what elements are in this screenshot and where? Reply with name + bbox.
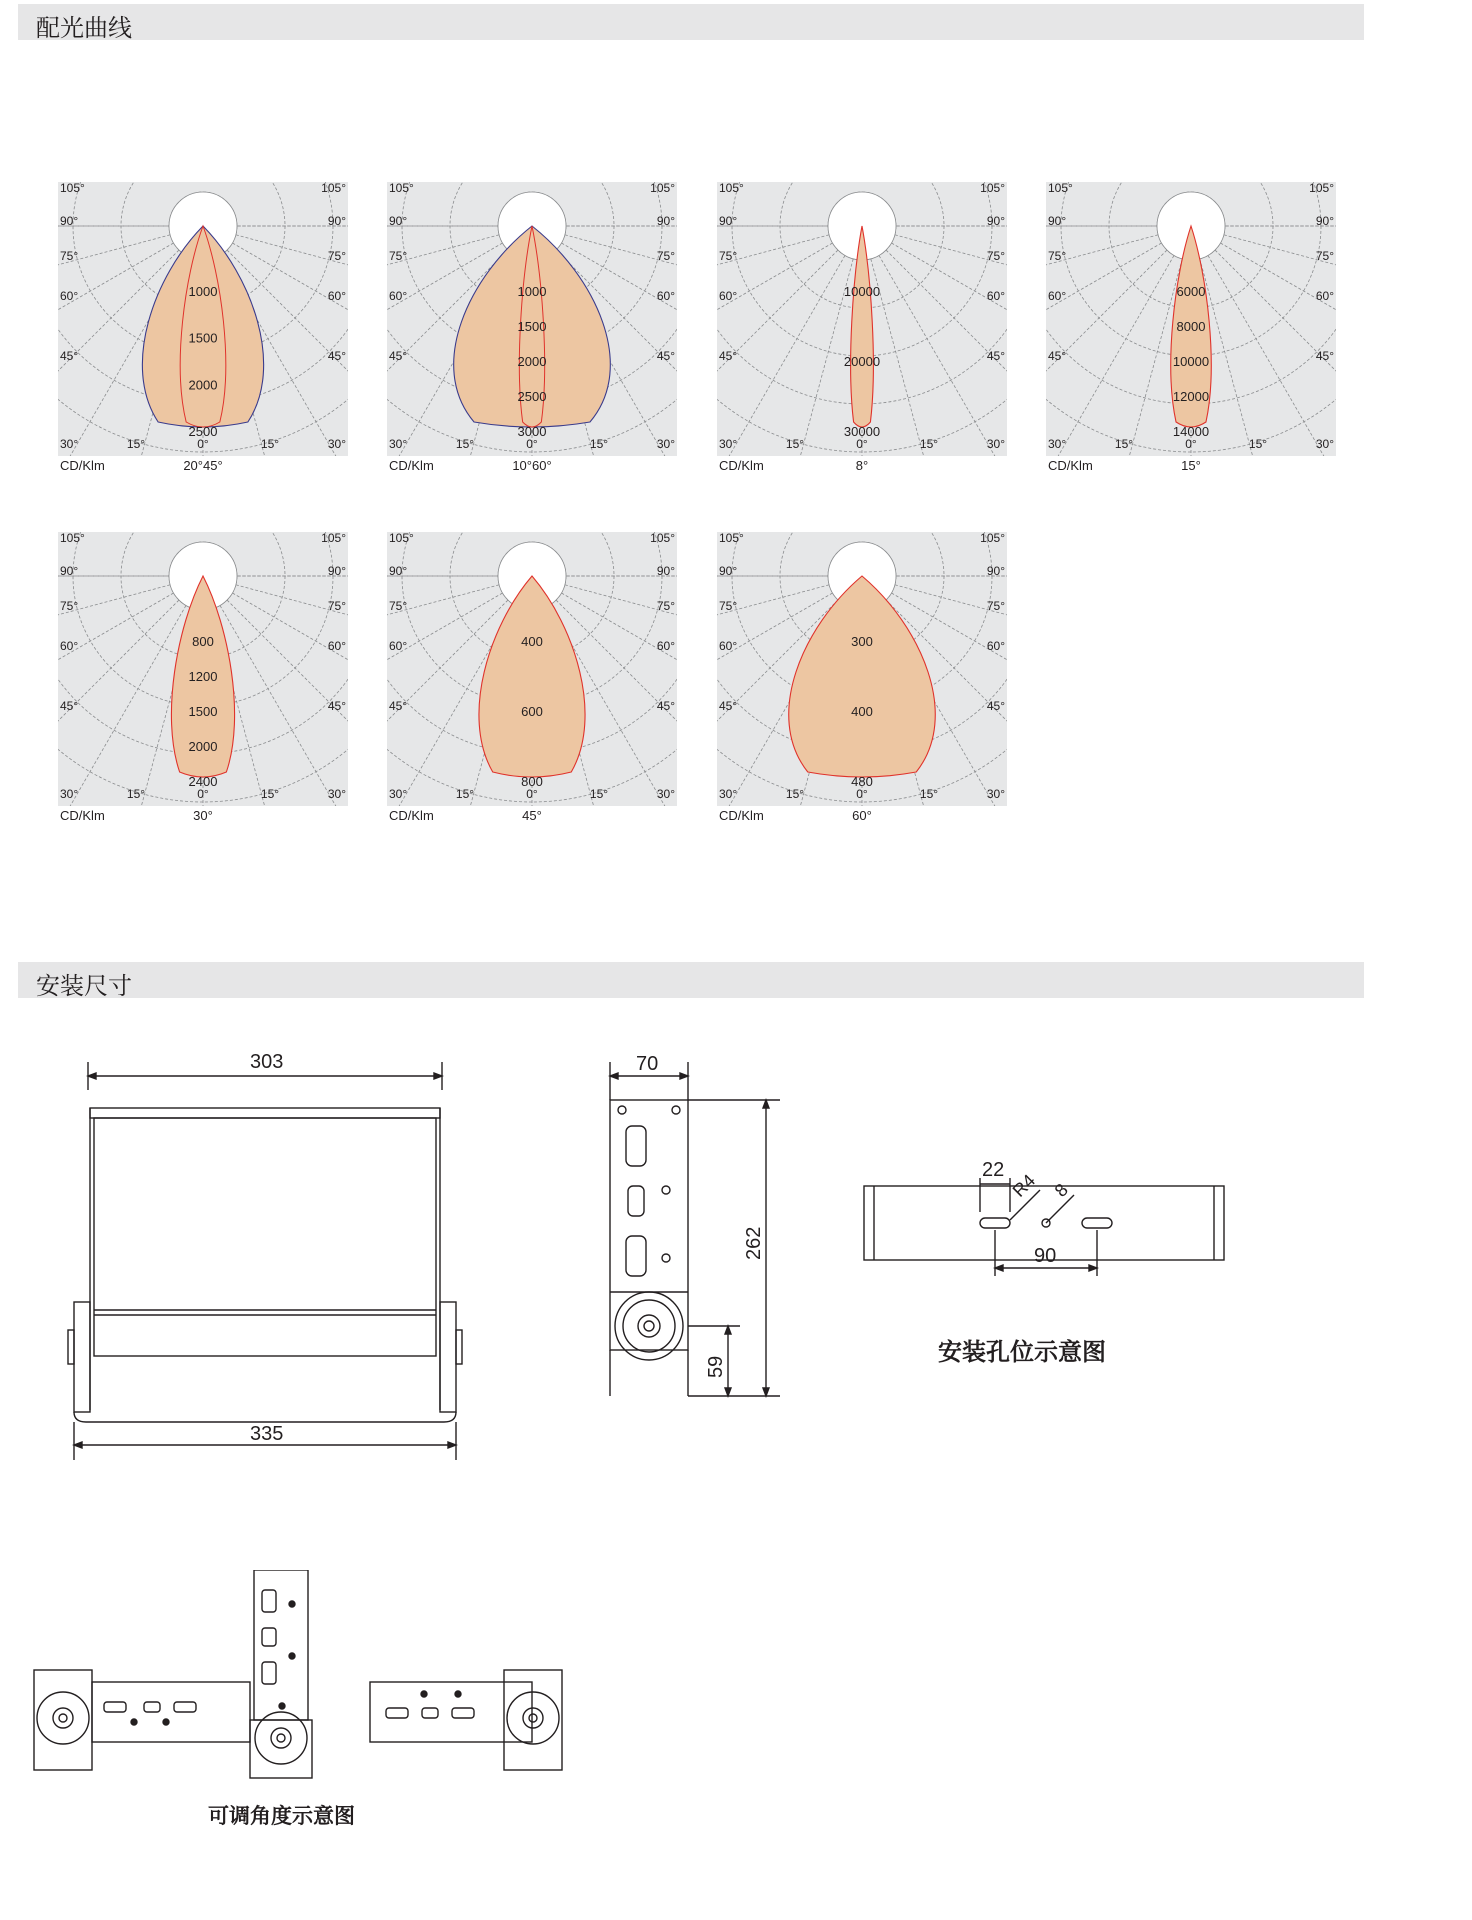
angle-label: 60° — [719, 639, 738, 653]
polar-chart-4 — [1046, 182, 1346, 482]
angle-label: 0° — [526, 787, 538, 801]
hole-radius-label: R4 — [1008, 1170, 1040, 1201]
angle-label: 90° — [986, 214, 1005, 228]
angle-label: 60° — [389, 639, 408, 653]
angle-label: 75° — [327, 249, 346, 263]
angle-label: 45° — [656, 699, 675, 713]
angle-label: 45° — [719, 349, 738, 363]
angle-label: 15° — [919, 437, 939, 451]
angle-label: 15° — [1248, 437, 1268, 451]
section-title-install: 安装尺寸 — [36, 972, 132, 1000]
angle-label: 15° — [455, 787, 475, 801]
intensity-value-label: 14000 — [1172, 424, 1210, 439]
angle-label: 75° — [656, 249, 675, 263]
intensity-value-label: 800 — [192, 634, 214, 649]
intensity-value-label: 30000 — [843, 424, 881, 439]
angle-label: 15° — [126, 787, 146, 801]
angle-label: 105° — [980, 532, 1005, 545]
angle-label: 45° — [1315, 349, 1334, 363]
side-width-label: 70 — [636, 1053, 659, 1075]
angle-label: 90° — [327, 214, 346, 228]
angle-label: 30° — [327, 437, 346, 451]
angle-label: 45° — [327, 349, 346, 363]
angle-label: 0° — [856, 437, 868, 451]
intensity-value-label: 1500 — [517, 319, 547, 334]
angle-label: 90° — [60, 564, 79, 578]
angle-label: 30° — [1048, 437, 1067, 451]
angle-label: 30° — [656, 787, 675, 801]
beam-angle-label: 10°60° — [512, 458, 552, 473]
angle-label: 105° — [650, 532, 675, 545]
angle-label: 90° — [986, 564, 1005, 578]
angle-label: 15° — [785, 437, 805, 451]
angle-label: 75° — [60, 249, 79, 263]
intensity-value-label: 2500 — [517, 389, 547, 404]
angle-label: 90° — [656, 214, 675, 228]
adjust-angle-drawing — [30, 1570, 570, 1780]
front-width-bottom-label: 335 — [250, 1423, 284, 1445]
angle-label: 30° — [327, 787, 346, 801]
angle-label: 15° — [589, 437, 609, 451]
angle-label: 75° — [60, 599, 79, 613]
angle-label: 45° — [327, 699, 346, 713]
angle-label: 0° — [197, 787, 209, 801]
angle-label: 30° — [719, 437, 738, 451]
angle-label: 0° — [197, 437, 209, 451]
angle-label: 105° — [719, 532, 744, 545]
angle-label: 75° — [656, 599, 675, 613]
intensity-value-label: 1000 — [188, 284, 218, 299]
angle-label: 15° — [260, 787, 280, 801]
section-title-light-curve: 配光曲线 — [36, 14, 132, 42]
beam-angle-label: 15° — [1181, 458, 1201, 473]
beam-angle-label: 45° — [522, 808, 542, 823]
polar-chart-6 — [387, 532, 687, 832]
angle-label: 15° — [919, 787, 939, 801]
front-view-drawing — [60, 1040, 480, 1460]
angle-label: 60° — [986, 639, 1005, 653]
intensity-value-label: 400 — [521, 634, 543, 649]
intensity-value-label: 1200 — [188, 669, 218, 684]
mount-holes-caption: 安装孔位示意图 — [938, 1338, 1106, 1366]
intensity-value-label: 6000 — [1176, 284, 1206, 299]
angle-label: 45° — [60, 349, 79, 363]
intensity-value-label: 3000 — [517, 424, 547, 439]
angle-label: 90° — [719, 214, 738, 228]
beam-angle-label: 60° — [852, 808, 872, 823]
angle-label: 30° — [60, 437, 79, 451]
angle-label: 60° — [1315, 289, 1334, 303]
hole-distance-label: 90 — [1034, 1245, 1057, 1267]
angle-label: 105° — [60, 532, 85, 545]
angle-label: 60° — [60, 639, 79, 653]
angle-label: 105° — [60, 182, 85, 195]
angle-label: 45° — [1048, 349, 1067, 363]
angle-label: 45° — [986, 349, 1005, 363]
angle-label: 75° — [389, 599, 408, 613]
angle-label: 90° — [389, 214, 408, 228]
angle-label: 60° — [656, 639, 675, 653]
angle-label: 45° — [656, 349, 675, 363]
angle-label: 90° — [60, 214, 79, 228]
intensity-value-label: 400 — [851, 704, 873, 719]
angle-label: 90° — [656, 564, 675, 578]
side-view-drawing — [600, 1040, 800, 1420]
hole-spacing-label: 22 — [982, 1159, 1005, 1181]
intensity-value-label: 10000 — [1172, 354, 1210, 369]
angle-label: 75° — [986, 599, 1005, 613]
angle-label: 105° — [719, 182, 744, 195]
intensity-value-label: 2500 — [188, 424, 218, 439]
intensity-value-label: 2000 — [188, 377, 218, 393]
angle-label: 75° — [719, 599, 738, 613]
angle-label: 75° — [986, 249, 1005, 263]
angle-label: 0° — [526, 437, 538, 451]
angle-label: 30° — [719, 787, 738, 801]
angle-label: 60° — [327, 639, 346, 653]
angle-label: 45° — [986, 699, 1005, 713]
angle-label: 90° — [1315, 214, 1334, 228]
unit-label: CD/Klm — [389, 458, 434, 473]
intensity-value-label: 1500 — [188, 704, 218, 719]
angle-label: 30° — [986, 437, 1005, 451]
angle-label: 60° — [656, 289, 675, 303]
adjust-angle-caption: 可调角度示意图 — [208, 1804, 355, 1828]
polar-chart-1 — [58, 182, 358, 482]
angle-label: 45° — [719, 699, 738, 713]
angle-label: 15° — [589, 787, 609, 801]
intensity-value-label: 600 — [521, 704, 543, 719]
angle-label: 45° — [389, 699, 408, 713]
angle-label: 30° — [389, 437, 408, 451]
polar-chart-3 — [717, 182, 1017, 482]
unit-label: CD/Klm — [60, 808, 105, 823]
angle-label: 45° — [389, 349, 408, 363]
angle-label: 75° — [719, 249, 738, 263]
side-pivot-label: 59 — [705, 1355, 727, 1378]
angle-label: 60° — [986, 289, 1005, 303]
intensity-value-label: 1500 — [188, 330, 218, 346]
unit-label: CD/Klm — [719, 808, 764, 823]
intensity-value-label: 2000 — [188, 739, 218, 754]
angle-label: 45° — [60, 699, 79, 713]
intensity-value-label: 10000 — [843, 284, 881, 299]
unit-label: CD/Klm — [719, 458, 764, 473]
angle-label: 30° — [389, 787, 408, 801]
angle-label: 75° — [389, 249, 408, 263]
angle-label: 60° — [60, 289, 79, 303]
intensity-value-label: 300 — [851, 634, 873, 649]
angle-label: 105° — [650, 182, 675, 195]
angle-label: 30° — [986, 787, 1005, 801]
angle-label: 60° — [327, 289, 346, 303]
intensity-value-label: 2000 — [517, 354, 547, 369]
beam-angle-label: 8° — [855, 458, 869, 473]
angle-label: 0° — [1185, 437, 1197, 451]
angle-label: 105° — [389, 532, 414, 545]
intensity-value-label: 2400 — [188, 774, 218, 789]
angle-label: 105° — [321, 182, 346, 195]
mount-hole-drawing — [860, 1140, 1230, 1290]
side-height-label: 262 — [743, 1226, 765, 1260]
angle-label: 105° — [1309, 182, 1334, 195]
angle-label: 90° — [327, 564, 346, 578]
polar-chart-7 — [717, 532, 1017, 832]
angle-label: 15° — [1114, 437, 1134, 451]
angle-label: 105° — [980, 182, 1005, 195]
angle-label: 105° — [321, 532, 346, 545]
polar-chart-2 — [387, 182, 687, 482]
angle-label: 60° — [719, 289, 738, 303]
angle-label: 30° — [656, 437, 675, 451]
angle-label: 75° — [327, 599, 346, 613]
intensity-value-label: 12000 — [1172, 389, 1210, 404]
angle-label: 105° — [389, 182, 414, 195]
angle-label: 75° — [1048, 249, 1067, 263]
angle-label: 30° — [60, 787, 79, 801]
angle-label: 60° — [389, 289, 408, 303]
angle-label: 60° — [1048, 289, 1067, 303]
intensity-value-label: 8000 — [1176, 319, 1206, 334]
angle-label: 30° — [1315, 437, 1334, 451]
unit-label: CD/Klm — [60, 458, 105, 473]
intensity-value-label: 480 — [851, 774, 873, 789]
angle-label: 90° — [1048, 214, 1067, 228]
unit-label: CD/Klm — [389, 808, 434, 823]
angle-label: 75° — [1315, 249, 1334, 263]
angle-label: 0° — [856, 787, 868, 801]
intensity-value-label: 1000 — [517, 284, 547, 299]
angle-label: 90° — [719, 564, 738, 578]
section-bar-install — [18, 962, 1364, 998]
intensity-value-label: 20000 — [843, 354, 881, 369]
angle-label: 90° — [389, 564, 408, 578]
beam-angle-label: 20°45° — [183, 458, 223, 473]
angle-label: 15° — [260, 437, 280, 451]
angle-label: 15° — [126, 437, 146, 451]
intensity-value-label: 800 — [521, 774, 543, 789]
angle-label: 105° — [1048, 182, 1073, 195]
angle-label: 15° — [455, 437, 475, 451]
polar-chart-5 — [58, 532, 358, 832]
hole-diameter-label: 8 — [1050, 1179, 1072, 1201]
beam-angle-label: 30° — [193, 808, 213, 823]
unit-label: CD/Klm — [1048, 458, 1093, 473]
section-bar-light-curve — [18, 4, 1364, 40]
angle-label: 15° — [785, 787, 805, 801]
front-width-top-label: 303 — [250, 1051, 284, 1073]
